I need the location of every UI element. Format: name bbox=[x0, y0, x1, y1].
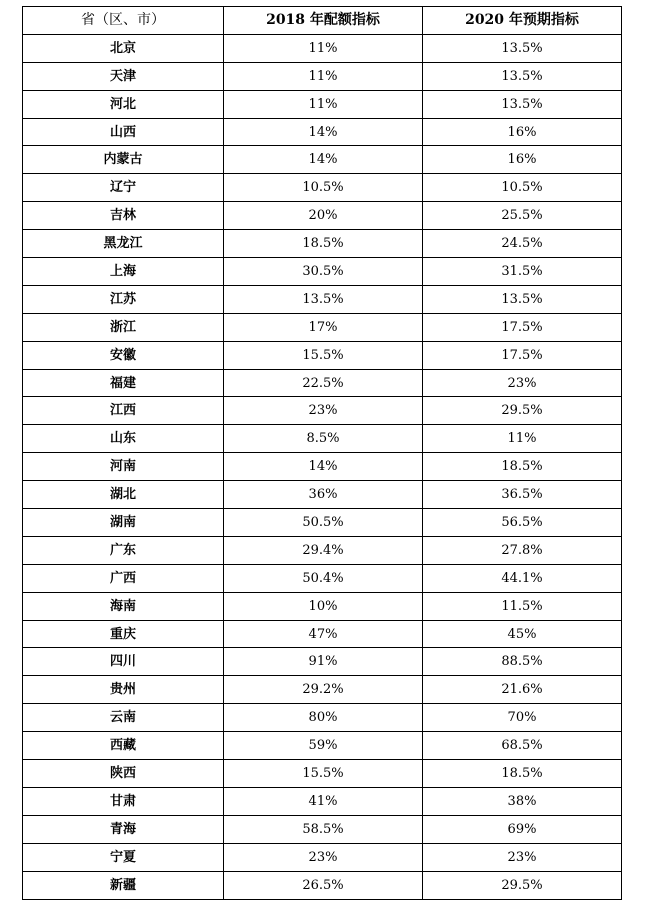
province-cell: 辽宁 bbox=[23, 174, 224, 202]
province-cell: 黑龙江 bbox=[23, 230, 224, 258]
target-2020-cell: 70% bbox=[423, 704, 622, 732]
target-2020-cell: 13.5% bbox=[423, 34, 622, 62]
quota-2018-cell: 13.5% bbox=[224, 285, 423, 313]
table-row bbox=[23, 620, 622, 648]
table-row bbox=[23, 453, 622, 481]
quota-2018-cell: 14% bbox=[224, 118, 423, 146]
quota-2018-cell: 11% bbox=[224, 90, 423, 118]
province-cell: 贵州 bbox=[23, 676, 224, 704]
province-cell: 福建 bbox=[23, 369, 224, 397]
quota-2018-cell: 26.5% bbox=[224, 871, 423, 899]
quota-2018-cell: 17% bbox=[224, 313, 423, 341]
header-2018-quota: 2018 年配额指标 bbox=[224, 7, 423, 35]
table-row bbox=[23, 760, 622, 788]
target-2020-cell: 38% bbox=[423, 787, 622, 815]
table-row bbox=[23, 146, 622, 174]
province-cell: 新疆 bbox=[23, 871, 224, 899]
table-row bbox=[23, 118, 622, 146]
table-row bbox=[23, 258, 622, 286]
table-row bbox=[23, 397, 622, 425]
target-2020-cell: 36.5% bbox=[423, 481, 622, 509]
quota-2018-cell: 36% bbox=[224, 481, 423, 509]
table-row bbox=[23, 676, 622, 704]
target-2020-cell: 24.5% bbox=[423, 230, 622, 258]
target-2020-cell: 29.5% bbox=[423, 871, 622, 899]
quota-2018-cell: 18.5% bbox=[224, 230, 423, 258]
quota-2018-cell: 50.5% bbox=[224, 509, 423, 537]
target-2020-cell: 23% bbox=[423, 843, 622, 871]
quota-2018-cell: 23% bbox=[224, 397, 423, 425]
target-2020-cell: 16% bbox=[423, 118, 622, 146]
target-2020-cell: 23% bbox=[423, 369, 622, 397]
table-row bbox=[23, 509, 622, 537]
target-2020-cell: 17.5% bbox=[423, 313, 622, 341]
quota-2018-cell: 50.4% bbox=[224, 564, 423, 592]
province-cell: 天津 bbox=[23, 62, 224, 90]
table-header-row bbox=[23, 7, 622, 35]
table-row bbox=[23, 871, 622, 899]
table-row bbox=[23, 425, 622, 453]
province-cell: 四川 bbox=[23, 648, 224, 676]
quota-2018-cell: 91% bbox=[224, 648, 423, 676]
province-cell: 河南 bbox=[23, 453, 224, 481]
table-row bbox=[23, 230, 622, 258]
target-2020-cell: 18.5% bbox=[423, 760, 622, 788]
table-row bbox=[23, 732, 622, 760]
province-cell: 宁夏 bbox=[23, 843, 224, 871]
province-cell: 湖北 bbox=[23, 481, 224, 509]
target-2020-cell: 31.5% bbox=[423, 258, 622, 286]
province-cell: 北京 bbox=[23, 34, 224, 62]
target-2020-cell: 13.5% bbox=[423, 90, 622, 118]
table-row bbox=[23, 62, 622, 90]
province-cell: 西藏 bbox=[23, 732, 224, 760]
table-row bbox=[23, 564, 622, 592]
table-row bbox=[23, 648, 622, 676]
target-2020-cell: 29.5% bbox=[423, 397, 622, 425]
target-2020-cell: 56.5% bbox=[423, 509, 622, 537]
quota-2018-cell: 23% bbox=[224, 843, 423, 871]
quota-2018-cell: 14% bbox=[224, 453, 423, 481]
table-row bbox=[23, 815, 622, 843]
quota-2018-cell: 10% bbox=[224, 592, 423, 620]
table-row bbox=[23, 341, 622, 369]
header-2020-target: 2020 年预期指标 bbox=[423, 7, 622, 35]
header-province: 省（区、市） bbox=[23, 7, 224, 35]
province-cell: 广西 bbox=[23, 564, 224, 592]
table-row bbox=[23, 536, 622, 564]
quota-2018-cell: 80% bbox=[224, 704, 423, 732]
table-row bbox=[23, 285, 622, 313]
quota-2018-cell: 58.5% bbox=[224, 815, 423, 843]
target-2020-cell: 11.5% bbox=[423, 592, 622, 620]
target-2020-cell: 17.5% bbox=[423, 341, 622, 369]
quota-2018-cell: 11% bbox=[224, 62, 423, 90]
province-cell: 吉林 bbox=[23, 202, 224, 230]
target-2020-cell: 25.5% bbox=[423, 202, 622, 230]
quota-table bbox=[22, 6, 622, 900]
quota-2018-cell: 30.5% bbox=[224, 258, 423, 286]
table-row bbox=[23, 174, 622, 202]
table-row bbox=[23, 202, 622, 230]
province-cell: 海南 bbox=[23, 592, 224, 620]
table-row bbox=[23, 34, 622, 62]
quota-2018-cell: 20% bbox=[224, 202, 423, 230]
quota-2018-cell: 11% bbox=[224, 34, 423, 62]
quota-2018-cell: 29.2% bbox=[224, 676, 423, 704]
quota-2018-cell: 29.4% bbox=[224, 536, 423, 564]
province-cell: 江苏 bbox=[23, 285, 224, 313]
quota-2018-cell: 59% bbox=[224, 732, 423, 760]
province-cell: 河北 bbox=[23, 90, 224, 118]
province-cell: 广东 bbox=[23, 536, 224, 564]
table-row bbox=[23, 90, 622, 118]
province-cell: 山西 bbox=[23, 118, 224, 146]
target-2020-cell: 10.5% bbox=[423, 174, 622, 202]
target-2020-cell: 13.5% bbox=[423, 285, 622, 313]
province-cell: 江西 bbox=[23, 397, 224, 425]
table-row bbox=[23, 313, 622, 341]
target-2020-cell: 44.1% bbox=[423, 564, 622, 592]
province-cell: 甘肃 bbox=[23, 787, 224, 815]
quota-2018-cell: 22.5% bbox=[224, 369, 423, 397]
table-row bbox=[23, 704, 622, 732]
target-2020-cell: 13.5% bbox=[423, 62, 622, 90]
target-2020-cell: 68.5% bbox=[423, 732, 622, 760]
quota-2018-cell: 14% bbox=[224, 146, 423, 174]
province-cell: 山东 bbox=[23, 425, 224, 453]
quota-2018-cell: 41% bbox=[224, 787, 423, 815]
target-2020-cell: 18.5% bbox=[423, 453, 622, 481]
quota-2018-cell: 15.5% bbox=[224, 341, 423, 369]
target-2020-cell: 69% bbox=[423, 815, 622, 843]
province-cell: 陕西 bbox=[23, 760, 224, 788]
target-2020-cell: 21.6% bbox=[423, 676, 622, 704]
target-2020-cell: 27.8% bbox=[423, 536, 622, 564]
table-row bbox=[23, 481, 622, 509]
province-cell: 内蒙古 bbox=[23, 146, 224, 174]
province-cell: 浙江 bbox=[23, 313, 224, 341]
province-cell: 上海 bbox=[23, 258, 224, 286]
quota-2018-cell: 10.5% bbox=[224, 174, 423, 202]
target-2020-cell: 88.5% bbox=[423, 648, 622, 676]
table-body bbox=[23, 34, 622, 899]
province-cell: 云南 bbox=[23, 704, 224, 732]
province-cell: 青海 bbox=[23, 815, 224, 843]
table-row bbox=[23, 843, 622, 871]
target-2020-cell: 11% bbox=[423, 425, 622, 453]
quota-2018-cell: 15.5% bbox=[224, 760, 423, 788]
target-2020-cell: 16% bbox=[423, 146, 622, 174]
target-2020-cell: 45% bbox=[423, 620, 622, 648]
province-cell: 重庆 bbox=[23, 620, 224, 648]
quota-2018-cell: 8.5% bbox=[224, 425, 423, 453]
province-cell: 湖南 bbox=[23, 509, 224, 537]
table-row bbox=[23, 369, 622, 397]
table-row bbox=[23, 787, 622, 815]
province-cell: 安徽 bbox=[23, 341, 224, 369]
table-row bbox=[23, 592, 622, 620]
quota-2018-cell: 47% bbox=[224, 620, 423, 648]
